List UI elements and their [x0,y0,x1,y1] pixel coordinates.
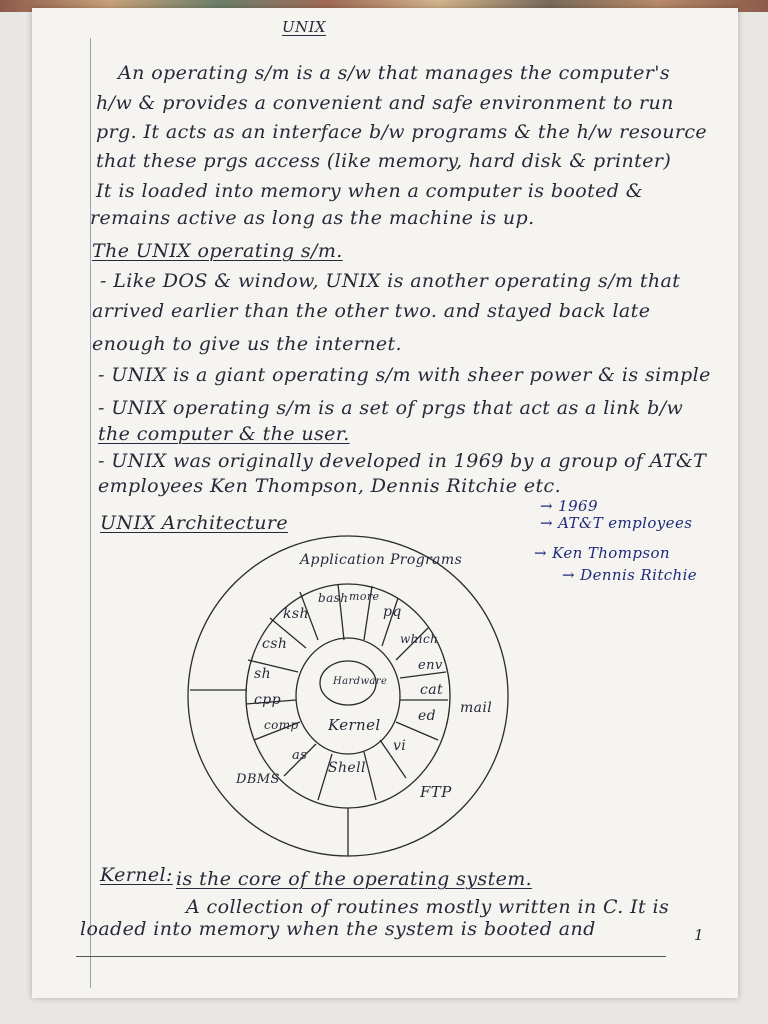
label-more: more [349,590,380,603]
side-note-year: → 1969 [540,497,598,515]
label-bash: bash [318,591,349,605]
section1-line-4: - UNIX is a giant operating s/m with sheer power & is simple [98,364,711,386]
section1-line-7: - UNIX was originally developed in 1969 by a group of AT&T [98,450,707,472]
section1-line-6: the computer & the user. [98,423,350,445]
page-title: UNIX [282,18,326,36]
side-note-ken: → Ken Thompson [534,544,670,562]
label-cat: cat [420,682,444,698]
kernel-ring [296,638,400,754]
label-ftp: FTP [420,783,452,801]
label-kernel: Kernel [328,716,381,734]
side-note-company: → AT&T employees [540,514,693,532]
label-cpp: cpp [254,692,281,708]
label-mail: mail [460,700,493,716]
label-as: as [292,748,308,763]
label-shell: Shell [328,760,366,776]
kernel-line-2: loaded into memory when the system is booted and [80,918,596,940]
label-hardware: Hardware [333,676,388,687]
kernel-line-1: A collection of routines mostly written in C. It is [186,896,670,918]
section1-line-5: - UNIX operating s/m is a set of prgs that act as a link b/w [98,397,684,419]
label-ksh: ksh [283,606,309,622]
section-heading-architecture: UNIX Architecture [100,512,288,534]
label-env: env [418,658,443,673]
intro-line-1: An operating s/m is a s/w that manages the computer's [118,62,671,84]
side-note-dennis: → Dennis Ritchie [562,566,698,584]
label-comp: comp [264,718,299,732]
label-ed: ed [418,708,437,724]
label-dbms: DBMS [236,772,280,787]
intro-line-3: prg. It acts as an interface b/w programs & the h/w resource [96,121,708,143]
section1-line-3: enough to give us the internet. [92,333,402,355]
intro-line-2: h/w & provides a convenient and safe environment to run [96,92,674,114]
label-vi: vi [393,738,407,754]
section-heading-kernel: Kernel: [100,864,173,886]
label-sh: sh [254,666,272,682]
intro-line-6: remains active as long as the machine is up. [90,207,535,229]
label-csh: csh [262,636,288,652]
kernel-definition: is the core of the operating system. [176,868,533,890]
intro-line-4: that these prgs access (like memory, hard disk & printer) [96,150,672,172]
page-number: 1 [694,926,704,944]
intro-line-5: It is loaded into memory when a computer is booted & [96,180,644,202]
section-heading-unix-os: The UNIX operating s/m. [92,240,343,262]
label-application-programs: Application Programs [300,552,463,568]
section1-line-2: arrived earlier than the other two. and stayed back late [92,300,651,322]
section1-line-1: - Like DOS & window, UNIX is another operating s/m that [100,270,681,292]
section1-line-8: employees Ken Thompson, Dennis Ritchie etc. [98,475,562,497]
label-which: which [400,632,439,646]
label-pq: pq [383,604,402,620]
